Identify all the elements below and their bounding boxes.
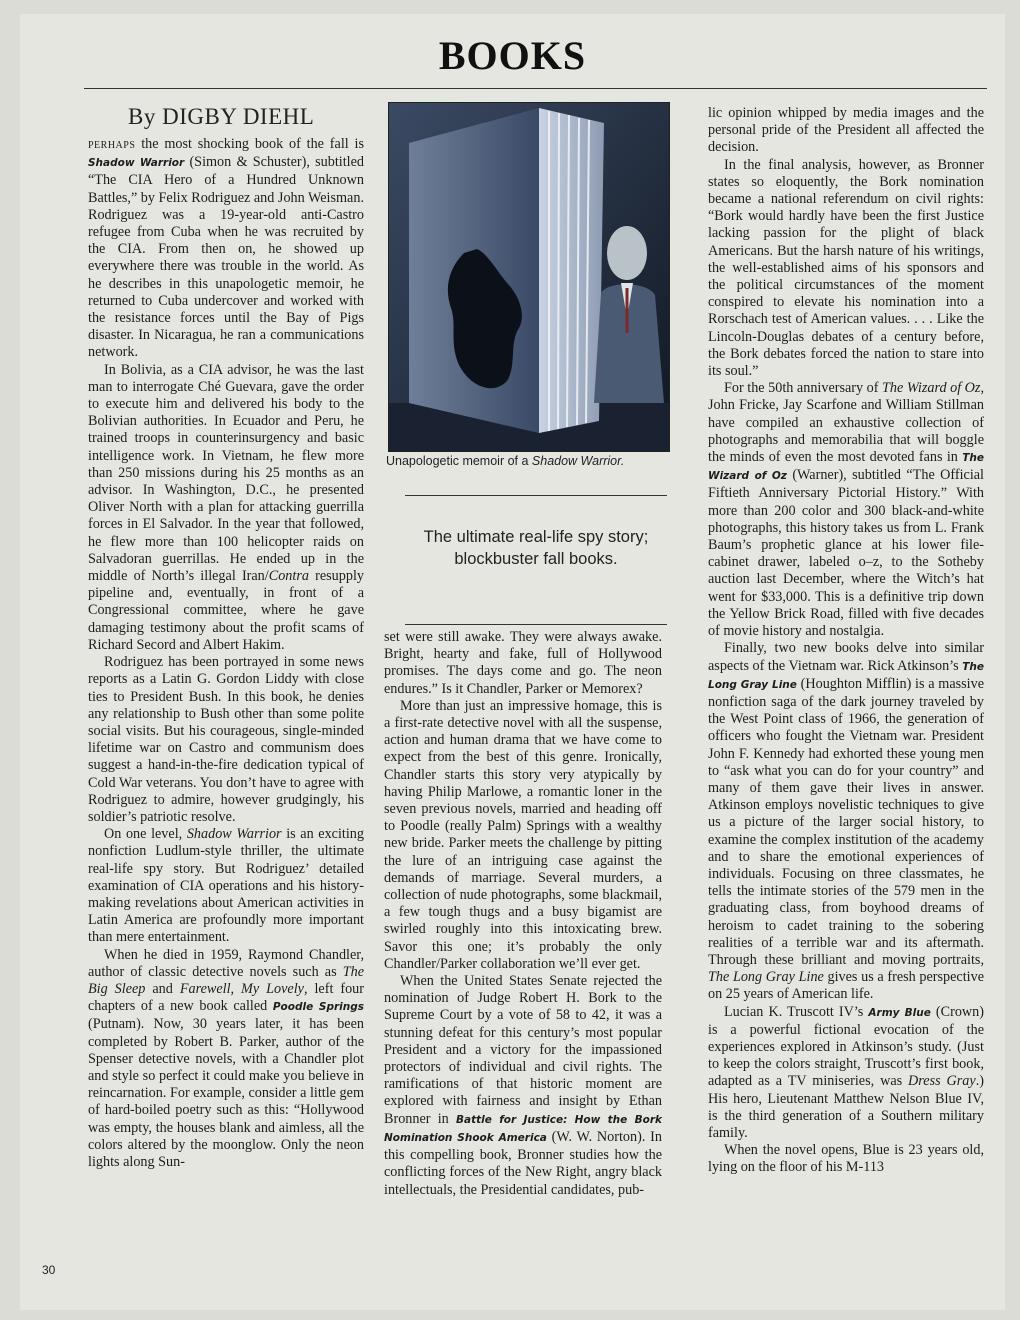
paragraph: More than just an impressive homage, this is a first-rate detective novel with all the suspense, action and human drama that we have come to expect from the best of this genre. Ironically, Chandler starts this story very atypically by having Philip Marlowe, a romantic loner in the seven previous novels, married and heading off to Poodle (really Palm) Springs with a wealthy new bride. Parker meets the challenge by pitting the lure of an intriguing case against the demands of marriage. Several murders, a collection of nude photographs, some blackmail, a few tough thugs and a busy bigamist are swirled roughly into this intoxicating brew. Savor this one; it’s probably the only Chandler/Parker collaboration we’ll ever get. [384, 697, 662, 972]
text: When he died in 1959, Raymond Chandler, author of classic detective novels such as [88, 946, 364, 980]
byline [128, 104, 314, 130]
page-number: 30 [42, 1263, 56, 1277]
header-divider [84, 88, 987, 89]
book-title: Army Blue [868, 1006, 931, 1019]
caption-text: Unapologetic memoir of a [386, 454, 532, 468]
book-title: The Long Gray Line [708, 969, 824, 986]
book-title: The Wizard of Oz [708, 452, 984, 483]
text: .) His hero, Lieutenant Matthew Nelson Blue IV, is the third generation of a Southern military family. [708, 1073, 984, 1141]
paragraph [708, 1004, 984, 1143]
text: is an exciting nonfiction Ludlum-style thriller, the ultimate real-life spy story. But Rodriguez’ detailed examination of CIA operations and his history-making revelations about American activities in Latin America are profoundly more important than mere entertainment. [88, 826, 364, 946]
pull-quote-bottom-rule [405, 624, 667, 625]
paragraph: lic opinion whipped by media images and the personal pride of the President all affected the decision. [708, 105, 984, 156]
section-title: BOOKS [438, 33, 587, 78]
text: When the United States Senate rejected the nomination of Judge Robert H. Bork to the Supreme Court by a vote of 58 to 42, it was a stunning defeat for this century’s most popular President and a victory for the impassioned protectors of individual and civil rights. The ramifications of that historic moment are explored with fairness and insight by Ethan Bronner in [384, 973, 662, 1127]
book-title: The Long Gray Line [708, 660, 984, 691]
text: For the 50th anniversary of [724, 380, 883, 397]
text: resupply pipeline and, eventually, in front of a Congressional committee, where he gave damaging testimony about the profit scams of Richard Secord and Albert Hakim. [88, 568, 364, 653]
text: (Houghton Mifflin) is a massive nonfiction saga of the dark journey traveled by the West Point class of 1966, the generation of officers who fought the Vietnam war. President John F. Kennedy had exhorted these young men to “ask what you can do for your country” and many of them gave their lives in answer. Atkinson employs novelistic techniques to give us a picture of the larger social history, to examine the complex institution of the academy and to share the emotional experiences of individuals. Focusing on three classmates, he tells the intimate stories of the 579 men in the graduating class, from boyhood dreams of heroism to cadet training to the sobering realities of a terrible war and its aftermath. Through these brilliant and moving portraits, [708, 675, 984, 968]
shadow-warrior-illustration-icon [389, 103, 669, 451]
pull-quote-top-rule [405, 495, 667, 496]
text: (Warner), subtitled “The Official Fiftieth Anniversary Pictorial History.” With more than 200 color and 300 black-and-white photographs, this history takes us from L. Frank Baum’s prophetic glance at his lower file-cabinet drawer, labeled o–z, to the Sotheby auction last December, where the Witch’s hat went for $33,000. This is a definitive trip down the Yellow Brick Road, filled with five decades of movie history and nostalgia. [708, 467, 985, 640]
text: Finally, two new books delve into similar aspects of the Vietnam war. Rick Atkinson’s [708, 640, 984, 674]
book-title: The Big Sleep [88, 963, 364, 997]
lead-in: PERHAPS [88, 140, 136, 151]
paragraph [88, 136, 364, 362]
paragraph: Rodriguez has been portrayed in some news reports as a Latin G. Gordon Liddy with close ties to President Bush. In this book, he denies any relationship to Bush other than some polite social visits. But his courageous, single-minded lifetime war on Castro and communism does suggest a hand-in-the-fire dedication typical of Cold War veterans. You don’t have to agree with Rodriguez to admire, however grudgingly, his soldier’s patriotic resolve. [88, 654, 364, 825]
pull-quote: The ultimate real-life spy story; blockbuster fall books. [423, 528, 649, 568]
text: In Bolivia, as a CIA advisor, he was the last man to interrogate Ché Guevara, gave the order to execute him and delivered his body to the Bolivian authorities. In Ecuador and Peru, he trained troops in counterinsurgency and basic intelligence work. In Vietnam, he flew more than 250 missions during his 25 months as an advisor. In Washington, D.C., he presented Oliver North with a plan for attacking guerrilla forces in El Salvador. In the year that followed, he flew more than 100 helicopter raids on Salvadoran guerrillas. He ended up in the middle of North’s illegal Iran/ [88, 361, 364, 585]
book-title: Dress Gray [908, 1073, 976, 1090]
paragraph [708, 380, 984, 640]
byline-prefix: By [128, 104, 156, 129]
text: , John Fricke, Jay Scarfone and William Stillman have compiled an exhaustive collection of photographs and memorabilia that will boggle the minds of even the most devoted fans in [708, 380, 984, 466]
emphasis: Contra [268, 568, 309, 585]
paragraph: set were still awake. They were always awake. Bright, hearty and fake, full of Hollywood promises. The days come and go. The neon endures.” Is it Chandler, Parker or Memorex? [384, 629, 662, 697]
text: , left four chapters of a new book called [88, 980, 364, 1015]
book-title: Shadow Warrior [88, 157, 185, 170]
text: On one level, [104, 826, 187, 843]
paragraph: In the final analysis, however, as Bronner states so eloquently, the Bork nomination became a national referendum on civil rights: “Bork would hardly have been the first Justice lacking passion for the plight of black Americans. But the harsh nature of his writings, the well-established aims of his sponsors and the political circumstances of the moment conspired to elevate his nomination into a Rorschach test of American values. . . . Like the Lincoln-Douglas debates of a century before, the Bork debates forced the nation to stare into its soul.” [708, 156, 984, 380]
magazine-page [20, 14, 1005, 1310]
book-title: Farewell, My Lovely [179, 980, 304, 997]
book-title: The Wizard of Oz [882, 380, 981, 397]
caption-title: Shadow Warrior. [531, 454, 625, 468]
article-column-1 [88, 136, 364, 1171]
text: Lucian K. Truscott IV’s [724, 1003, 869, 1020]
paragraph [88, 362, 364, 654]
text: the most shocking book of the fall is [135, 136, 364, 152]
paragraph [384, 973, 662, 1199]
paragraph: When the novel opens, Blue is 23 years old, lying on the floor of his M-113 [708, 1142, 984, 1176]
text: (W. W. Norton). In this compelling book, Bronner studies how the conflicting forces of the New Right, angry black intellectuals, the Presidential candidates, pub- [384, 1128, 662, 1198]
paragraph [88, 947, 364, 1172]
text: gives us a fresh perspective on 25 years of American life. [708, 969, 984, 1003]
text: (Putnam). Now, 30 years later, it has been completed by Robert B. Parker, author of the Spenser detective novels, with a Chandler plot and style so perfect it could make you believe in reincarnation. For example, consider a little gem of hard-boiled poetry such as this: “Hollywood was empty, the houses blank and aimless, all the colors altered by the moonglow. Only the neon lights along Sun- [88, 1016, 364, 1170]
book-title: Battle for Justice: How the Bork Nomination Shook America [384, 1113, 663, 1144]
book-illustration [388, 102, 670, 452]
illustration-caption [386, 454, 676, 468]
article-column-2 [384, 629, 662, 1199]
text: (Simon & Schuster), subtitled “The CIA Hero of a Hundred Unknown Battles,” by Felix Rodriguez and John Weisman. Rodriguez was a 19-year-old anti-Castro refugee from Cuba when he was recruited by the CIA. From then on, he showed up everywhere there was trouble in the world. As he describes in this unapologetic memoir, he returned to Cuba undercover and worked with the resistance forces until the Bay of Pigs disaster. In Nicaragua, he ran a communications network. [88, 154, 364, 361]
article-column-3 [708, 105, 984, 1177]
paragraph [88, 826, 364, 946]
book-title: Shadow Warrior [186, 826, 282, 843]
text: (Crown) is a powerful fictional evocation of the experiences explored in Atkinson’s study. (Just to keep the colors straight, Truscott’s first book, adapted as a TV miniseries, was [708, 1003, 984, 1090]
book-title: Poodle Springs [272, 1001, 364, 1014]
byline-author: DIGBY DIEHL [162, 104, 315, 129]
paragraph [708, 640, 984, 1003]
text: and [145, 980, 180, 997]
